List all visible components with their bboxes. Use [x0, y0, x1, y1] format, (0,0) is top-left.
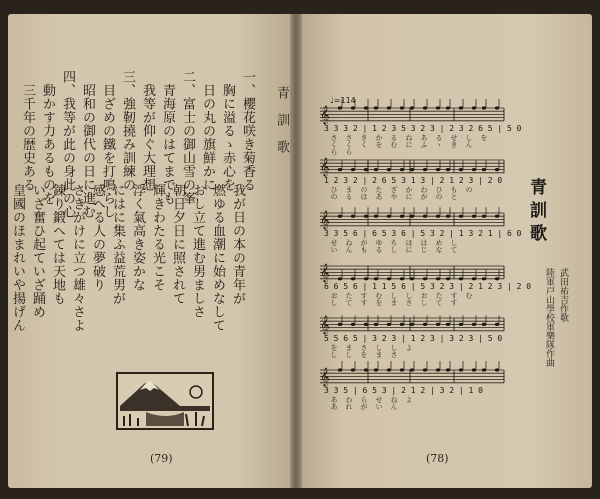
lyric-syllable: すす [360, 292, 368, 306]
lyric-column: 日の丸の旗鮮かに [200, 70, 215, 192]
staff [320, 157, 504, 177]
lyric-syllable: さくら [330, 134, 338, 155]
lyric-syllable: きく [360, 134, 368, 148]
lyric-syllable: たて [345, 292, 353, 306]
svg-text:𝄞: 𝄞 [320, 210, 330, 229]
cipher-notation-row: 3 3 5 6 | 6 5 3 6 | 5 3 2 | 1 3 2 1 | 6 0 [324, 229, 522, 238]
lyric-column: にはに集ふ益荒男が [110, 170, 125, 305]
lyric-syllable: して [450, 239, 458, 253]
lyric-syllable: よ [405, 344, 413, 351]
lyric-syllable: せい [375, 396, 383, 410]
left-page-title: 青訓歌 [274, 86, 289, 167]
svg-text:𝄞: 𝄞 [320, 105, 330, 124]
lyric-syllable: の [465, 186, 473, 193]
lyric-syllable: たて [435, 292, 443, 306]
left-page-number: (79) [150, 452, 173, 465]
lyric-syllable: すす [450, 292, 458, 306]
svg-text:𝄞: 𝄞 [320, 157, 330, 176]
lyric-syllable: む [465, 292, 473, 299]
lyric-column: 昭和の御代の日に進む [80, 70, 95, 219]
mount-fuji-stamp-illustration [116, 372, 214, 430]
lyric-syllable: るゝ [435, 134, 443, 148]
lyric-column: 錬り鍛へては天地も [50, 170, 65, 305]
lyric-syllable: おし [420, 292, 428, 306]
lyric-syllable: を [480, 134, 488, 141]
lyric-column: 浮く氣高き姿かな [130, 170, 145, 292]
lyric-syllable: のは [360, 186, 368, 200]
lyric-syllable: むを [375, 292, 383, 306]
lyric-syllable: われ [345, 396, 353, 410]
lyric-column: 朝日夕日に照されて [170, 170, 185, 305]
lyric-syllable: しん [465, 134, 473, 148]
staff [320, 263, 504, 283]
cipher-notation-row: 3 3 3 2 | 1 2 3 5 3 2 3 | 2 3 2 6 5 | 5 0 [324, 124, 522, 133]
staff [320, 315, 504, 335]
lyric-syllable: せい [330, 239, 338, 253]
svg-text:𝄞: 𝄞 [320, 367, 330, 386]
lyric-syllable: しま [375, 344, 383, 358]
lyric-syllable: かに [405, 186, 413, 200]
book-gutter [290, 14, 302, 488]
lyric-column: おし立て進む男ましさ [190, 170, 205, 319]
song-title: 青訓歌 [526, 178, 546, 247]
lyric-column: いざ奮ひ起ていざ踊め [30, 170, 45, 319]
lyric-column: 二、富士の御山雪の峯 [180, 70, 195, 205]
lyric-column: 皇國のほまれいや揚げん [10, 170, 25, 332]
lyric-syllable: ざや [390, 186, 398, 200]
lyric-syllable: をし [330, 344, 338, 358]
lyric-column: 目ざめの鐵を打鳴らし [100, 70, 115, 219]
lyric-syllable: おし [330, 292, 338, 306]
lyric-column: 四、我等が此の身此の心 [60, 70, 75, 219]
lyric-column: 動かす力あるものを [40, 70, 55, 205]
svg-text:𝄞: 𝄞 [320, 263, 330, 282]
lyric-column: 三千年の歴史ある [20, 70, 35, 192]
right-page-number: (78) [426, 452, 449, 465]
lyric-syllable: しま [390, 292, 398, 306]
lyric-column: 燃ゆる血潮に始めなして [210, 170, 225, 332]
lyric-syllable: ゆる [375, 239, 383, 253]
staff [320, 99, 504, 125]
lyric-syllable: あふ [420, 134, 428, 148]
lyric-syllable: さを [360, 344, 368, 358]
lyric-syllable: ねん [390, 396, 398, 410]
lyric-syllable: しさ [405, 292, 413, 306]
lyric-syllable: せき [450, 134, 458, 148]
lyric-syllable: ちし [390, 239, 398, 253]
lyric-syllable: はじ [420, 239, 428, 253]
tempo-marking: ♩=114 [330, 96, 356, 105]
lyric-syllable: ああ [330, 396, 338, 410]
lyric-syllable: まし [345, 344, 353, 358]
lyric-column: 青海原のはてまでも [160, 70, 175, 205]
lyric-column: 胸に溢るゝ赤心を [220, 70, 235, 192]
lyric-syllable: めな [435, 239, 443, 253]
lyric-column: 三、強靭撓み訓練の [120, 70, 135, 192]
lyric-syllable: ねん [345, 239, 353, 253]
lyric-syllable: しさ [390, 344, 398, 358]
lyricist-credit: 武田祐吉作歌 [558, 268, 568, 322]
lyric-column: 我等が仰ぐ大理想 [140, 70, 155, 192]
lyric-syllable: ひの [330, 186, 338, 200]
lyric-syllable: たあ [375, 186, 383, 200]
cipher-notation-row: 1 2 3 2 | 2 6 5 3 1 3 | 2 1 2 3 | 2 0 [324, 176, 503, 185]
lyric-syllable: らが [360, 396, 368, 410]
lyric-syllable: るむ [390, 134, 398, 148]
staff [320, 207, 504, 230]
composer-credit: 陸軍戸山學校軍樂隊作曲 [544, 268, 554, 367]
lyric-syllable: まる [345, 186, 353, 200]
cipher-notation-row: 3 3 5 | 6 5 3 | 2 1 2 | 3 2 | 1 0 [324, 386, 483, 395]
lyric-syllable: かを [375, 134, 383, 148]
lyric-column: 一、櫻花咲き菊香る [240, 70, 255, 192]
lyric-column: 我が日の本の青年が [230, 170, 245, 305]
lyric-syllable: ねに [405, 134, 413, 148]
lyric-column: 感へる人の夢破り [90, 170, 105, 292]
cipher-notation-row: 6 6 5 6 | 1 1 5 6 | 5 3 2 3 | 2 1 2 3 | 2 0 [324, 282, 532, 291]
lyric-column: 輝きわたる光こそ [150, 170, 165, 292]
lyric-syllable: ほに [405, 239, 413, 253]
lyric-syllable: わが [420, 186, 428, 200]
staff [320, 361, 504, 387]
lyric-syllable: よ [405, 396, 413, 403]
lyric-column: さきがけに立つ雄々さよ [70, 170, 85, 332]
lyric-syllable: さくら [345, 134, 353, 155]
cipher-notation-row: 5 5 6 5 | 3 2 3 | 1 2 3 | 3 2 3 | 5 0 [324, 334, 503, 343]
svg-text:𝄞: 𝄞 [320, 315, 330, 334]
lyric-syllable: もと [450, 186, 458, 200]
lyric-syllable: がも [360, 239, 368, 253]
lyric-syllable: ひの [435, 186, 443, 200]
